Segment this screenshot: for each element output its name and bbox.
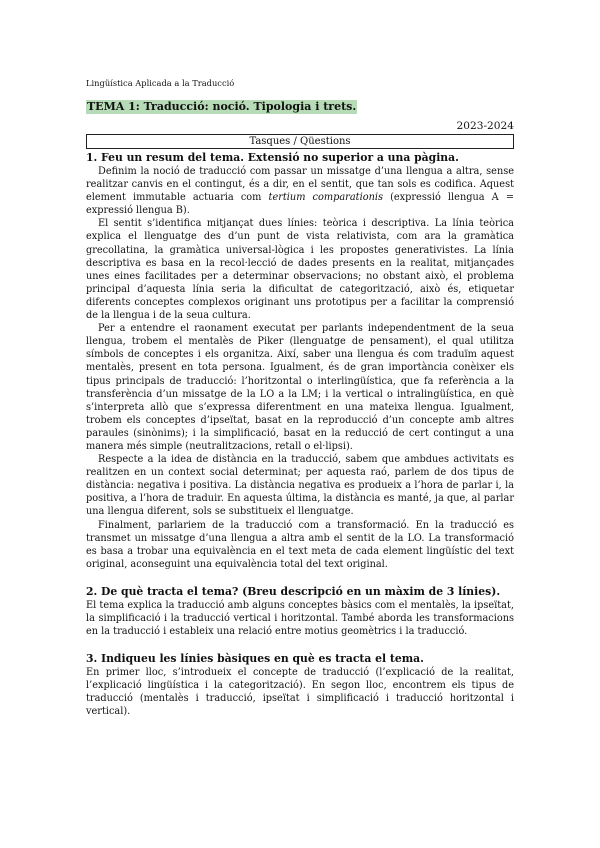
section1-heading: 1. Feu un resum del tema. Extensió no superior a una pàgina. xyxy=(86,151,459,164)
p1-italic-term: tertium comparationis xyxy=(268,192,383,204)
p1-text-a: Definim la noció de traducció com passar un missatge d’una llengua a altra, sense realitzar canvis en el contingut, és a dir, en el sentit, que tan sols es codifica. Aquest element immutable actuaria com xyxy=(86,166,514,204)
tasks-box: Tasques / Qüestions xyxy=(86,134,514,149)
topic-title: TEMA 1: Traducció: noció. Tipologia i trets. xyxy=(87,100,357,113)
section3-paragraph: En primer lloc, s’introdueix el concepte de traducció (l’explicació de la realitat, l’explicació lingüística i la categorització). En segon lloc, encontrem els tipus de traducció (mentalès i traducció, ipseïtat i simplificació i traducció horitzontal i vertical). xyxy=(86,667,514,718)
academic-year: 2023-2024 xyxy=(456,120,514,132)
section1-paragraph-2: El sentit s’identifica mitjançat dues línies: teòrica i descriptiva. La línia teòrica explica el llenguatge des d’un punt de vista relativista, com ara la gramàtica grecollatina, la gramàtica universal-lògica i les propostes generativistes. La línia descriptiva es basa en la recol·lecció de dades presents en la realitat, mitjançades unes eines facilitades per a determinar observacions; no obstant això, el problema principal d’aquesta línia seria la dificultat de categorització, això és, etiquetar diferents conceptes complexos originant uns prototipus per a facilitar la comprensió de la llengua i de la seua cultura. xyxy=(86,218,514,322)
course-name: Lingüística Aplicada a la Traducció xyxy=(86,78,235,88)
section2-heading: 2. De què tracta el tema? (Breu descripció en un màxim de 3 línies). xyxy=(86,584,501,598)
section2-paragraph: El tema explica la traducció amb alguns conceptes bàsics com el mentalès, la ipseïtat, la simplificació i la traducció vertical i horitzontal. També aborda les transformacions en la traducció i estableix una relació entre motius geomètrics i la traducció. xyxy=(86,599,514,638)
document-page xyxy=(86,78,514,719)
section1-paragraph-3: Per a entendre el raonament executat per parlants independentment de la seua llengua, trobem el mentalès de Piker (llenguatge de pensament), el qual utilitza símbols de conceptes i els organitza. Així, saber una llengua és com traduïm aquest mentalès, present en tota persona. Igualment, és de gran importància conèixer els tipus principals de traducció: l’horitzontal o interlingüística, que fa referència a la transferència d’un missatge de la LO a la LM; i la vertical o intralingüística, en què s’interpreta allò que s’expressa diferentment en una mateixa llengua. Igualment, trobem els conceptes d’ipseïtat, basat en la reproducció d’un concepte amb altres paraules (sinònims); i la simplificació, basat en la reducció de cert contingut a una manera més simple (neutralitzacions, retall o el·lipsi). xyxy=(86,323,514,452)
p1-text-b: (expressió llengua A = expressió llengua B). xyxy=(86,192,514,217)
section3-heading: 3. Indiqueu les línies bàsiques en què es tracta el tema. xyxy=(86,652,424,666)
section1-paragraph-4: Respecte a la idea de distància en la traducció, sabem que ambdues activitats es realitzen en un context social determinat; per aquesta raó, parlem de dos tipus de distància: negativa i positiva. La distància negativa es produeix a l’hora de parlar i, la positiva, a l’hora de traduir. En aquesta última, la distància es manté, ja que, al parlar una llengua diferent, sols se substitueix el llenguatge. xyxy=(86,454,514,518)
section1-paragraph-5: Finalment, parlariem de la traducció com a transformació. En la traducció es transmet un missatge d’una llengua a altra amb el sentit de la LO. La transformació es basa a trobar una equivalència en el text meta de cada element lingüístic del text original, aconseguint una equivalència total del text original. xyxy=(86,519,514,570)
section1-paragraph-1 xyxy=(86,165,514,217)
